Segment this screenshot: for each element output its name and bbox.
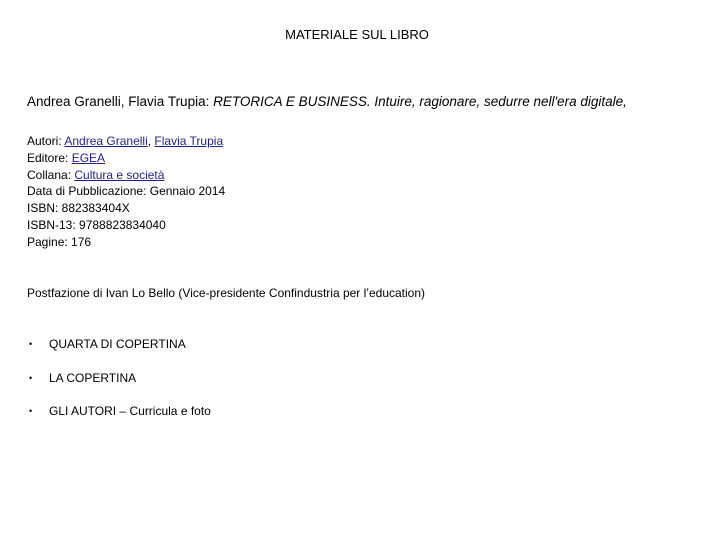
meta-authors-row bbox=[27, 133, 225, 150]
meta-publisher-row bbox=[27, 150, 225, 167]
bullet-icon: • bbox=[29, 406, 33, 416]
meta-publisher-label: Editore: bbox=[27, 150, 72, 165]
author-link-trupia[interactable]: Flavia Trupia bbox=[154, 134, 224, 148]
cover-link[interactable]: LA COPERTINA bbox=[49, 370, 137, 385]
meta-isbn13: ISBN-13: 9788823834040 bbox=[27, 217, 166, 232]
meta-publication-date: Data di Pubblicazione: Gennaio 2014 bbox=[27, 184, 226, 199]
author-link-granelli[interactable]: Andrea Granelli bbox=[64, 134, 148, 148]
postface-note: Postfazione di Ivan Lo Bello (Vice-presidente Confindustria per l’education) bbox=[27, 286, 426, 300]
page-title: MATERIALE SUL LIBRO bbox=[285, 27, 429, 42]
meta-series-label: Collana: bbox=[27, 167, 75, 182]
meta-authors-separator: , bbox=[147, 134, 155, 148]
meta-series-row bbox=[27, 167, 225, 184]
back-cover-link[interactable]: QUARTA DI COPERTINA bbox=[49, 337, 186, 351]
meta-authors-label: Autori: bbox=[27, 134, 65, 148]
headline-book-title: RETORICA E BUSINESS. Intuire, ragionare, sedurre nell'era digitale, bbox=[213, 94, 627, 109]
bullet-icon: • bbox=[29, 339, 33, 349]
headline-authors: Andrea Granelli, Flavia Trupia: bbox=[27, 94, 214, 109]
authors-bio-link[interactable]: GLI AUTORI – Curricula e foto bbox=[49, 404, 211, 418]
book-metadata bbox=[27, 133, 225, 251]
publisher-link[interactable]: EGEA bbox=[71, 150, 106, 165]
bullet-icon: • bbox=[29, 372, 33, 383]
meta-isbn: ISBN: 882383404X bbox=[27, 201, 130, 216]
meta-pages: Pagine: 176 bbox=[27, 234, 92, 249]
book-headline bbox=[27, 94, 627, 109]
series-link[interactable]: Cultura e società bbox=[74, 167, 165, 182]
